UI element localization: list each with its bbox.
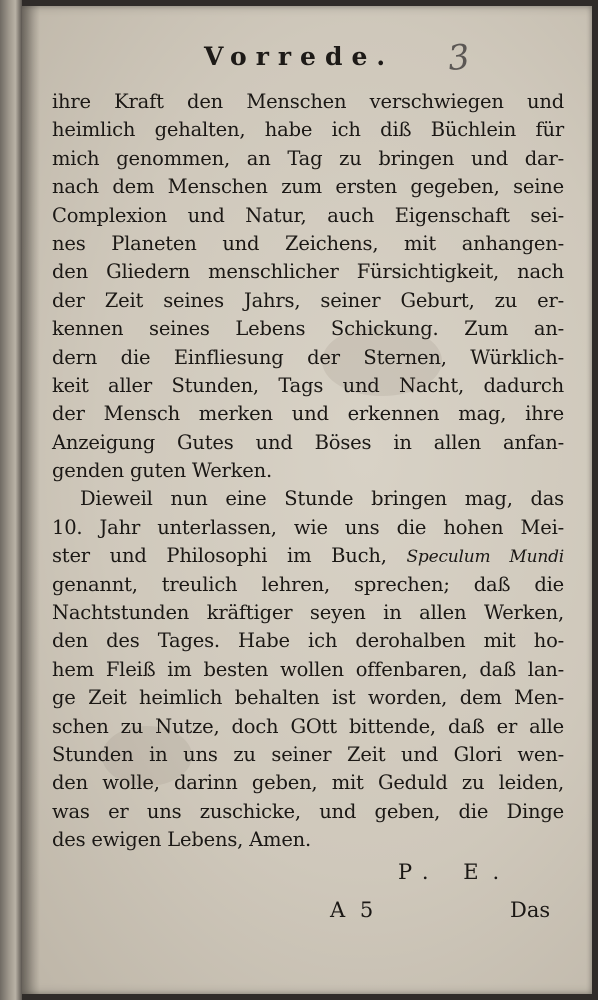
handwritten-page-number: 3 — [445, 36, 472, 80]
text-line: den des Tages. Habe ich derohalben mit ho- — [52, 629, 564, 653]
signature: P. E. — [398, 860, 514, 884]
text-line: Stunden in uns zu seiner Zeit und Glori wen- — [52, 742, 564, 766]
text-line: Nachtstunden kräftiger seyen in allen Werken, — [52, 601, 564, 625]
text-line: schen zu Nutze, doch GOtt bittende, daß er alle — [52, 714, 564, 738]
previous-page-edge — [0, 0, 22, 1000]
body-text — [52, 88, 564, 855]
text-line: dern die Einfliesung der Sternen, Würklich- — [52, 345, 564, 369]
text-segment: ster und Philosophi im Buch, — [52, 544, 387, 568]
text-line: heimlich gehalten, habe ich diß Büchlein für — [52, 118, 564, 142]
text-line: den wolle, darinn geben, mit Geduld zu leiden, — [52, 771, 564, 795]
text-line: genannt, treulich lehren, sprechen; daß die — [52, 572, 564, 596]
text-line: Dieweil nun eine Stunde bringen mag, das — [80, 487, 564, 511]
text-line: kennen seines Lebens Schickung. Zum an- — [52, 317, 564, 341]
signature-mark: A 5 — [330, 898, 378, 922]
text-line: ge Zeit heimlich behalten ist worden, dem Men- — [52, 686, 564, 710]
gutter-shadow — [22, 6, 40, 994]
text-line: nach dem Menschen zum ersten gegeben, seine — [52, 175, 564, 199]
text-line: den Gliedern menschlicher Fürsichtigkeit, nach — [52, 260, 564, 284]
text-line: 10. Jahr unterlassen, wie uns die hohen Mei- — [52, 515, 564, 539]
text-line-with-latin-title — [52, 542, 564, 570]
text-line: genden guten Werken. — [52, 459, 272, 483]
catchword: Das — [510, 898, 551, 922]
text-line: nes Planeten und Zeichens, mit anhangen- — [52, 231, 564, 255]
running-head: Vorrede. — [203, 42, 395, 71]
text-line: Anzeigung Gutes und Böses in allen anfan- — [52, 430, 564, 454]
text-line: der Zeit seines Jahrs, seiner Geburt, zu er- — [52, 288, 564, 312]
text-line: des ewigen Lebens, Amen. — [52, 828, 312, 852]
text-line: ihre Kraft den Menschen verschwiegen und — [52, 90, 564, 113]
text-line: mich genommen, an Tag zu bringen und dar- — [52, 146, 564, 170]
latin-title: Speculum Mundi — [406, 547, 564, 568]
text-line: Complexion und Natur, auch Eigenschaft sei- — [52, 203, 564, 227]
text-line: was er uns zuschicke, und geben, die Dinge — [52, 799, 564, 823]
text-line: hem Fleiß im besten wollen offenbaren, daß lan- — [52, 657, 564, 681]
text-line: der Mensch merken und erkennen mag, ihre — [52, 402, 564, 426]
text-line: keit aller Stunden, Tags und Nacht, dadurch — [52, 373, 564, 397]
